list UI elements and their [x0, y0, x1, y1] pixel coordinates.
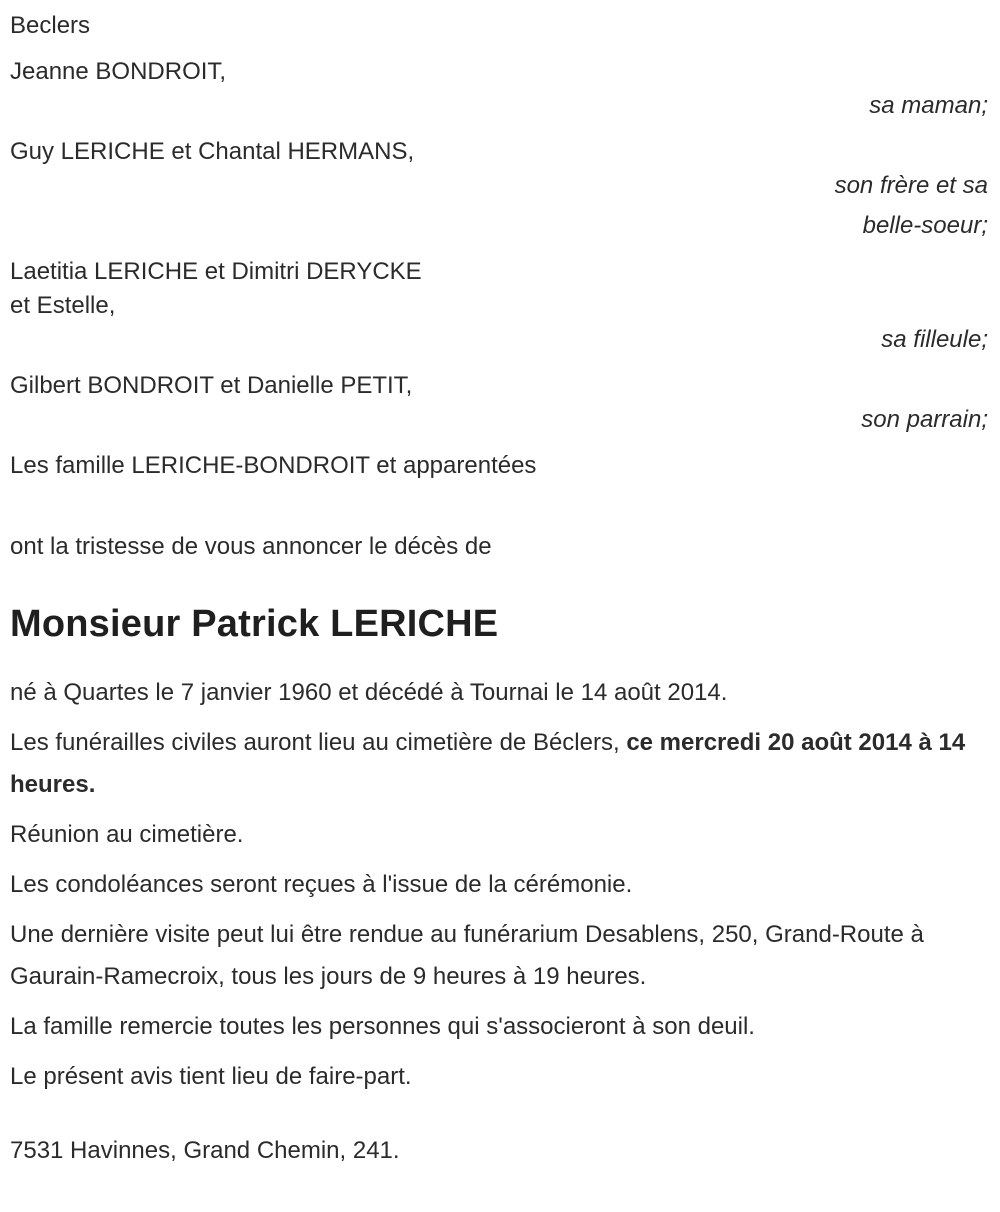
announcement-intro: ont la tristesse de vous annoncer le décès de	[10, 533, 492, 560]
funeral-date-bold: ce mercredi 20 août 2014 à 14 heures.	[10, 729, 966, 798]
deceased-name-title: Monsieur Patrick LERICHE	[10, 603, 499, 645]
family-address: 7531 Havinnes, Grand Chemin, 241.	[10, 1137, 400, 1164]
family-name: Les famille LERICHE-BONDROIT et apparentées	[10, 452, 537, 479]
visit-paragraph: Une dernière visite peut lui être rendue au funérarium Desablens, 250, Grand-Route à Gaurain-Ramecroix, tous les jours de 9 heures à 19 heures.	[10, 921, 924, 990]
family-name: Gilbert BONDROIT et Danielle PETIT,	[10, 372, 413, 399]
family-entry	[10, 256, 990, 356]
meeting-paragraph: Réunion au cimetière.	[10, 821, 244, 848]
family-name: et Estelle,	[10, 292, 116, 319]
funeral-paragraph	[10, 722, 990, 806]
notice-paragraph: Le présent avis tient lieu de faire-part.	[10, 1063, 412, 1090]
thanks-paragraph: La famille remercie toutes les personnes qui s'associeront à son deuil.	[10, 1013, 755, 1040]
funeral-text: Les funérailles civiles auront lieu au cimetière de Béclers,	[10, 729, 627, 756]
family-entry	[10, 370, 990, 436]
family-relation: sa maman;	[869, 92, 988, 119]
family-relation: son parrain;	[861, 406, 988, 433]
family-entry	[10, 450, 990, 482]
family-name: Guy LERICHE et Chantal HERMANS,	[10, 138, 415, 165]
family-name: Laetitia LERICHE et Dimitri DERYCKE	[10, 258, 422, 285]
condolences-paragraph: Les condoléances seront reçues à l'issue de la cérémonie.	[10, 871, 633, 898]
family-entry	[10, 56, 990, 122]
family-entry	[10, 136, 990, 242]
place-name: Beclers	[10, 12, 91, 39]
family-relation: son frère et sa	[834, 172, 988, 199]
family-name: Jeanne BONDROIT,	[10, 58, 227, 85]
life-dates-paragraph: né à Quartes le 7 janvier 1960 et décédé à Tournai le 14 août 2014.	[10, 679, 728, 706]
family-relation: belle-soeur;	[862, 212, 988, 239]
family-relation: sa filleule;	[881, 326, 988, 353]
